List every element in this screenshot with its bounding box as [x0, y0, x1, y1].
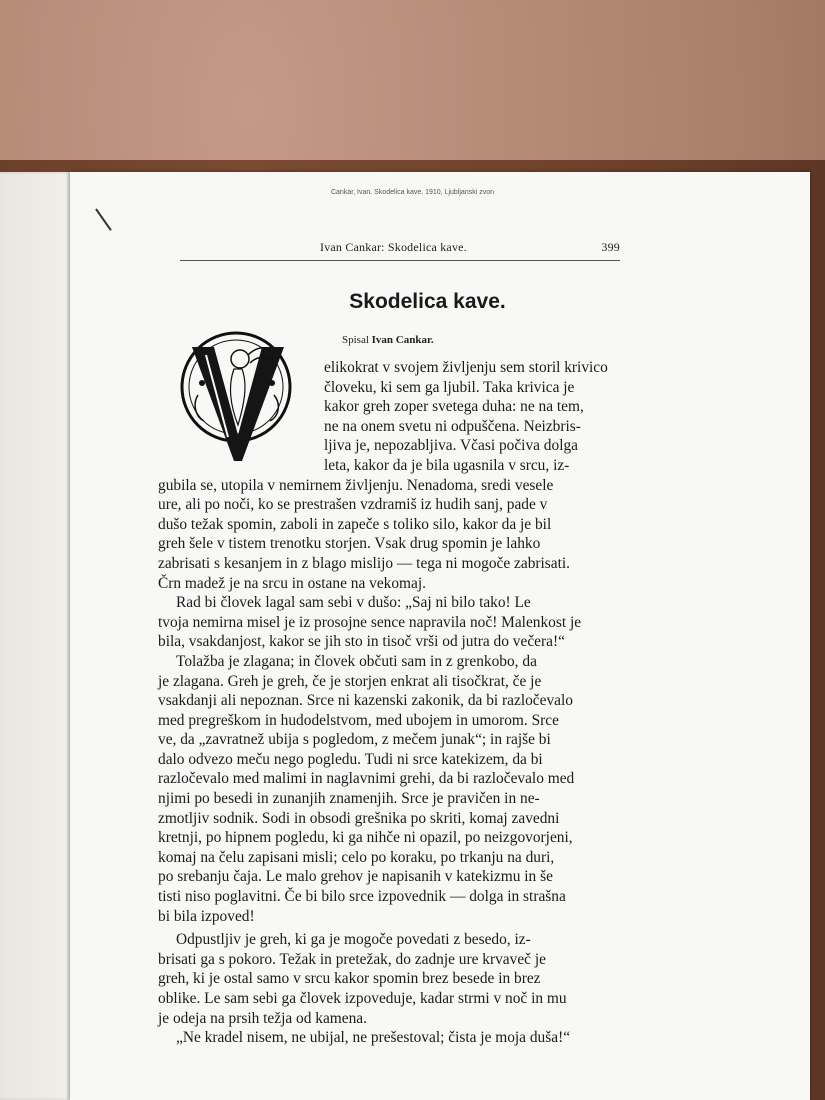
- text-line: dalo odvezo meču nego pogledu. Tudi ni srce katekizem, da bi: [158, 750, 543, 768]
- text-line: ne na onem svetu ni odpuščena. Neizbris-: [324, 417, 581, 435]
- text-line: tisti niso poglavitni. Če bi bilo srce izpovednik — dolga in strašna: [158, 888, 566, 906]
- text-line: zabrisati s kesanjem in z blago mislijo — tega ni mogoče zabrisati.: [158, 554, 571, 572]
- text-line: po srebanju čaja. Le malo grehov je napisanih v katekizmu in še: [158, 868, 553, 886]
- text-line: „Ne kradel nisem, ne ubijal, ne prešestoval; čista je moja duša!“: [176, 1029, 571, 1047]
- text-line: leta, kakor da je bila ugasnila v srcu, iz-: [324, 456, 570, 474]
- text-line: Rad bi človek lagal sam sebi v dušo: „Saj ni bilo tako! Le: [176, 594, 531, 612]
- text-line: med pregreškom in hudodelstvom, med ubojem in umorom. Srce: [158, 711, 559, 729]
- header-rule: [180, 260, 620, 261]
- running-head-title: Ivan Cankar: Skodelica kave.: [320, 240, 467, 254]
- text-line: razločevalo med malimi in naglavnimi grehi, da bi razločevalo med: [158, 770, 575, 788]
- text-line: bila, vsakdanjost, kakor se jih sto in tisoč vrši od jutra do večera!“: [158, 633, 565, 651]
- text-line: človeku, ki sem ga ljubil. Taka krivica je: [324, 378, 575, 396]
- text-line: ljiva je, nepozabljiva. Včasi počiva dolga: [324, 437, 579, 455]
- byline-prefix: Spisal: [342, 334, 369, 346]
- text-line: komaj na čelu zapisani misli; celo po koraku, po trkanju na duri,: [158, 848, 555, 866]
- text-line: je zlagana. Greh je greh, če je storjen enkrat ali tisočkrat, če je: [158, 672, 542, 690]
- text-line: Tolažba je zlagana; in človek občuti sam in z grenkobo, da: [176, 652, 537, 670]
- text-line: vsakdanji ali nepoznan. Srce ni kazenski zakonik, da bi razločevalo: [158, 692, 573, 710]
- text-line: kakor greh zoper svetega duha: ne na tem,: [324, 398, 584, 416]
- text-line: njimi po besedi in zunanjih znamenjih. Srce je pravičen in ne-: [158, 790, 540, 808]
- text-line: je odeja na prsih težja od kamena.: [158, 1009, 367, 1027]
- text-line: oblike. Le sam sebi ga človek izpoveduje, kadar strmi v noč in mu: [158, 990, 567, 1007]
- text-line: Črn madež je na srcu in ostane na vekomaj.: [158, 574, 426, 592]
- text-line: greh, ki je ostal samo v srcu kakor spomin brez besede in brez: [158, 970, 541, 988]
- byline: [342, 334, 434, 346]
- text-line: ve, da „zavratnež ubija s pogledom, z mečem junak“; in rajše bi: [158, 731, 551, 749]
- text-line: greh šele v tistem trenotku storjen. Vsak drug spomin je lahko: [158, 535, 541, 553]
- text-line: gubila se, utopila v nemirnem življenju. Nenadoma, sredi vesele: [158, 476, 554, 494]
- text-line: bi bila izpoved!: [158, 907, 255, 925]
- byline-author: Ivan Cankar.: [371, 334, 434, 346]
- page-number: 399: [601, 240, 620, 254]
- text-line: dušo težak spomin, zaboli in zapeče s toliko silo, kakor da je bil: [158, 515, 552, 533]
- text-line: kretnji, po hipnem pogledu, ki ga nihče ni opazil, po neizgovorjeni,: [158, 829, 573, 847]
- text-line: ure, ali po noči, ko se prestrašen vzdramiš iz hudih sanj, pade v: [158, 496, 548, 514]
- text-line: tvoja nemirna misel je iz prosojne sence napravila noč! Malenkost je: [158, 613, 582, 631]
- text-line: elikokrat v svojem življenju sem storil krivico: [324, 359, 608, 376]
- source-citation: Cankar, Ivan. Skodelica kave. 1910, Ljubljanski zvon: [330, 189, 495, 196]
- text-line: zmotljiv sodnik. Sodi in obsodi grešnika po skriti, komaj zavedni: [158, 809, 560, 827]
- text-line: brisati ga s pokoro. Težak in pretežak, do zadnje ure krvaveč je: [158, 950, 546, 968]
- article-body: [158, 358, 653, 1048]
- text-line: Odpustljiv je greh, ki ga je mogoče povedati z besedo, iz-: [176, 931, 531, 949]
- page-title: Skodelica kave.: [349, 290, 506, 313]
